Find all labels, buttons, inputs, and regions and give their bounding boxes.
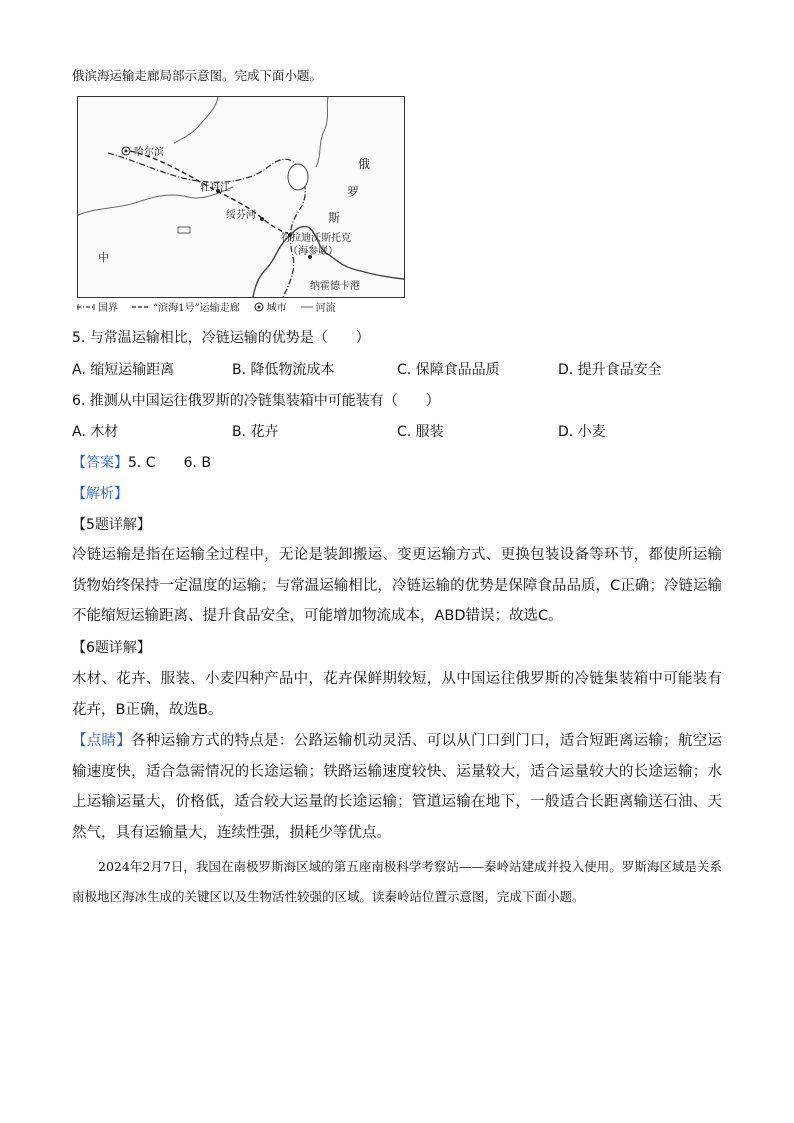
q5-option-d: D. 提升食品安全 (558, 362, 662, 378)
tip-tag: 【点睛】 (72, 733, 132, 749)
intro-text: 俄滨海运输走廊局部示意图。完成下面小题。 (72, 68, 323, 83)
next-question-stem: 2024年2月7日，我国在南极罗斯海区域的第五座南极科学考察站——秦岭站建成并投入使用。罗斯海区域是关系南极地区海冰生成的关键区以及生物活性较强的区域。读秦岭站位置示意图，完成下面小题。 (72, 859, 722, 904)
detail6-title: 【6题详解】 (72, 640, 151, 656)
map-label-nakhodka: 纳霍德卡港 (310, 281, 360, 292)
legend-border-label: 国界 (98, 303, 118, 314)
q6-option-d: D. 小麦 (558, 424, 606, 440)
map-label-si: 斯 (328, 211, 341, 225)
legend-river (301, 299, 336, 314)
map-label-e: 俄 (358, 157, 371, 171)
map-label-luo: 罗 (347, 185, 360, 199)
legend-border (77, 299, 118, 314)
q5-option-b: B. 降低物流成本 (232, 362, 335, 378)
detail6-body: 木材、花卉、服装、小麦四种产品中，花卉保鲜期较短，从中国运往俄罗斯的冷链集装箱中可能装有花卉，B正确，故选B。 (72, 671, 722, 718)
tip-paragraph (72, 726, 722, 848)
city-symbol-icon (254, 302, 264, 312)
legend-corridor (132, 299, 240, 314)
legend-city (254, 299, 287, 314)
tip-body: 各种运输方式的特点是：公路运输机动灵活、可以从门口到门口，适合短距离运输；航空运输速度快，适合急需情况的长途运输；铁路运输速度较快、运量较大，适合运量较大的长途运输；水上运输运量大，价格低，适合较大运量的长途运输；管道运输在地下，一般适合长距离输送石油、天然气，具有运输量大，连续性强，损耗少等优点。 (72, 733, 723, 841)
map-label-vladivostok: 符拉迪沃斯托克 (281, 233, 351, 244)
detail5-body: 冷链运输是指在运输全过程中，无论是装卸搬运、变更运输方式、更换包装设备等环节，都使所运输货物始终保持一定温度的运输；与常温运输相比，冷链运输的优势是保障食品品质，C正确；冷链运输不能缩短运输距离、提升食品安全，可能增加物流成本，ABD错误；故选C。 (72, 547, 722, 624)
q5-stem: 5. 与常温运输相比，冷链运输的优势是（ ） (72, 330, 370, 346)
map-figure (77, 96, 405, 298)
map-label-mudanjiang: 牡丹江 (200, 183, 230, 194)
answer-line (72, 452, 211, 472)
q6-option-c: C. 服装 (397, 424, 444, 440)
q6-option-b: B. 花卉 (232, 424, 279, 440)
map-label-suifenhe: 绥芬河 (226, 210, 256, 221)
answer-text: 5. C 6. B (128, 455, 211, 471)
analysis-tag: 【解析】 (72, 486, 128, 502)
legend-river-label: 河流 (315, 303, 336, 314)
detail5-title: 【5题详解】 (72, 517, 151, 533)
q5-option-a: A. 缩短运输距离 (72, 362, 175, 378)
q6-option-a: A. 木材 (72, 424, 119, 440)
map-label-zhong: 中 (98, 251, 109, 264)
map-label-harbin: 哈尔滨 (134, 147, 164, 158)
map-legend (77, 299, 407, 314)
q5-option-c: C. 保障食品品质 (397, 362, 500, 378)
legend-city-label: 城市 (266, 303, 287, 314)
answer-tag: 【答案】 (72, 455, 128, 471)
map-label-vladivostok-alt: （海参崴） (288, 246, 338, 257)
q6-stem: 6. 推测从中国运往俄罗斯的冷链集装箱中可能装有（ ） (72, 393, 440, 409)
legend-corridor-label: “滨海1号”运输走廊 (153, 303, 240, 314)
